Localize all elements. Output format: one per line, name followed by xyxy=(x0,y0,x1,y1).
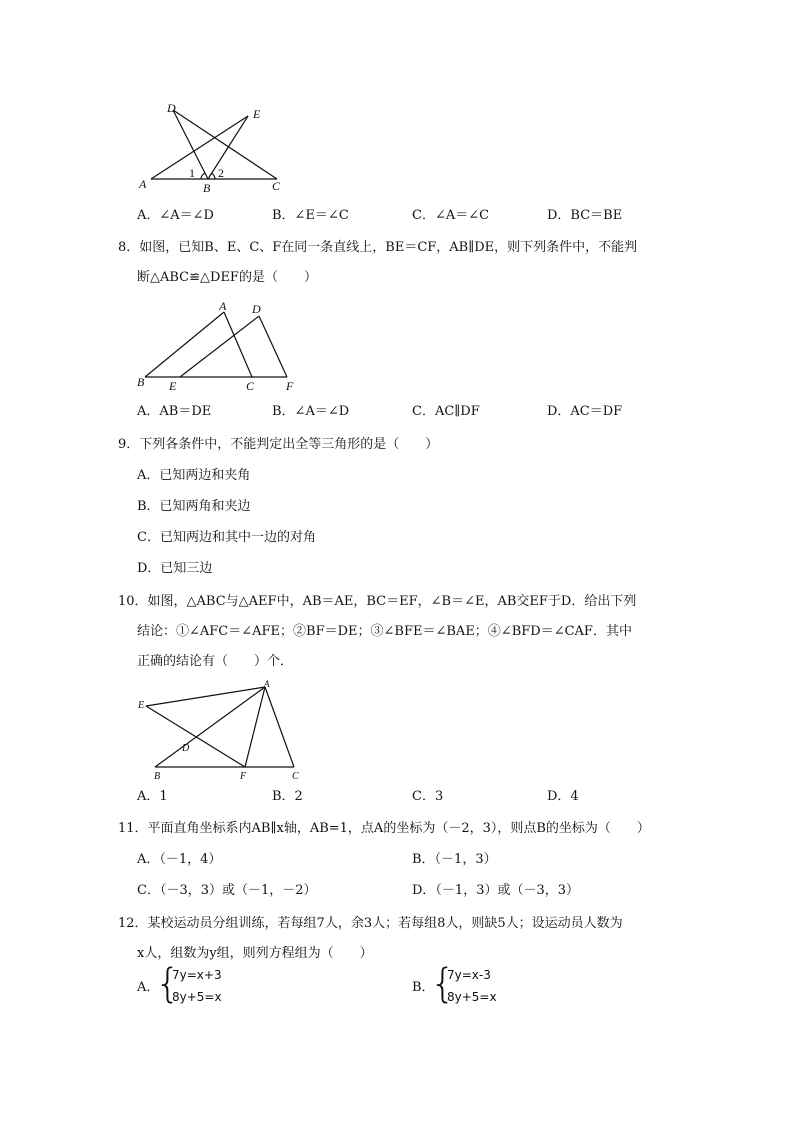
q10-option-d[interactable]: D．4 xyxy=(547,789,579,804)
q10-option-b[interactable]: B．2 xyxy=(272,789,303,804)
brace: { xyxy=(430,961,456,1007)
option-label: A． xyxy=(137,980,160,995)
q8-option-c[interactable]: C．AC∥DF xyxy=(412,404,480,419)
q9-option-a[interactable]: A．已知两边和夹角 xyxy=(137,468,251,483)
q7-figure xyxy=(135,98,295,198)
label: C xyxy=(246,379,255,393)
q9-option-c[interactable]: C．已知两边和其中一边的对角 xyxy=(137,530,316,545)
q9-option-d[interactable]: D．已知三边 xyxy=(137,561,213,576)
label: E xyxy=(169,379,177,393)
label: D xyxy=(167,101,176,115)
q10-text: 结论：①∠AFC＝∠AFE；②BF＝DE；③∠BFE＝∠BAE；④∠BFD＝∠CAF．其中 xyxy=(137,624,632,639)
q8-figure xyxy=(135,298,305,393)
label: A xyxy=(264,679,270,689)
q11-option-b[interactable]: B．（－1，3） xyxy=(412,852,497,867)
option-label: B． xyxy=(412,980,435,995)
q7-option-c[interactable]: C．∠A＝∠C xyxy=(412,208,490,223)
brace: { xyxy=(155,961,181,1007)
q11-option-d[interactable]: D．（－1，3）或（－3，3） xyxy=(412,883,580,898)
q9-option-b[interactable]: B．已知两角和夹边 xyxy=(137,499,251,514)
q11-option-c[interactable]: C．（－3，3）或（－1，－2） xyxy=(137,883,317,898)
q10-figure xyxy=(135,678,310,783)
q11-option-a[interactable]: A．（－1，4） xyxy=(137,852,222,867)
equation: 7y=x+3 xyxy=(172,968,222,982)
label: 1 xyxy=(189,166,195,180)
q10-text: 正确的结论有（ ）个． xyxy=(137,654,294,669)
equation: 8y+5=x xyxy=(172,990,222,1004)
label: 2 xyxy=(218,166,224,180)
q7-option-b[interactable]: B．∠E＝∠C xyxy=(272,208,349,223)
label: E xyxy=(253,107,261,121)
q11-text: 11．平面直角坐标系内AB∥x轴，AB=1，点A的坐标为（－2，3），则点B的坐标为（ ） xyxy=(118,821,650,836)
equation: 8y+5=x xyxy=(447,990,497,1004)
q8-text: 断△ABC≌△DEF的是（ ） xyxy=(137,270,317,285)
label: B xyxy=(203,181,211,195)
label: D xyxy=(252,302,261,316)
q8-option-d[interactable]: D．AC＝DF xyxy=(547,404,623,419)
q10-option-a[interactable]: A．1 xyxy=(137,789,168,804)
label: C xyxy=(292,771,299,782)
q10-text: 10．如图，△ABC与△AEF中，AB＝AE，BC＝EF，∠B＝∠E，AB交EF于D．给出下列 xyxy=(118,594,637,609)
q10-option-c[interactable]: C．3 xyxy=(412,789,444,804)
label: C xyxy=(272,179,281,193)
q12-text: x人，组数为y组，则列方程组为（ ） xyxy=(137,946,373,961)
q8-option-a[interactable]: A．AB＝DE xyxy=(137,404,212,419)
label: F xyxy=(286,379,294,393)
label: B xyxy=(154,771,161,782)
label: A xyxy=(139,177,147,191)
label: E xyxy=(138,700,145,711)
q8-option-b[interactable]: B．∠A＝∠D xyxy=(272,404,350,419)
equation: 7y=x-3 xyxy=(447,968,491,982)
q8-text: 8．如图，已知B、E、C、F在同一条直线上，BE＝CF，AB∥DE，则下列条件中，不能判 xyxy=(118,240,638,255)
q7-option-a[interactable]: A．∠A＝∠D xyxy=(137,208,214,223)
q9-text: 9．下列各条件中，不能判定出全等三角形的是（ ） xyxy=(118,437,439,452)
label: F xyxy=(240,771,247,782)
q12-text: 12．某校运动员分组训练，若每组7人，余3人；若每组8人，则缺5人；设运动员人数为 xyxy=(118,916,623,931)
q7-option-d[interactable]: D．BC＝BE xyxy=(547,208,623,223)
label: B xyxy=(137,375,145,389)
label: D xyxy=(182,743,190,754)
label: A xyxy=(219,299,227,313)
